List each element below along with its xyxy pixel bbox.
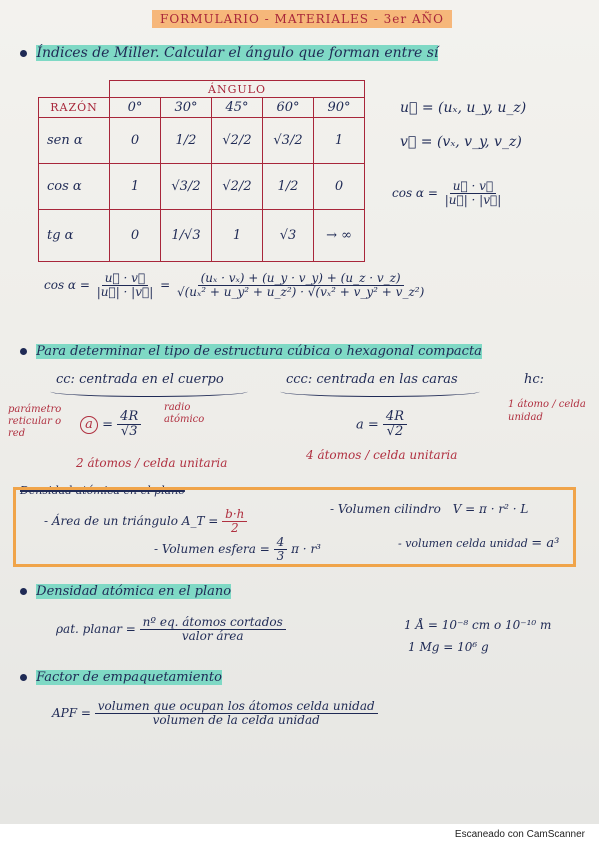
vol-esf-fraction <box>274 536 288 563</box>
expanded-numerator: (uₓ · vₓ) + (u_y · v_y) + (u_z · v_z) <box>198 272 404 286</box>
cell-sen-60: √3/2 <box>263 118 314 164</box>
vol-cil-formula: V = π · r² · L <box>452 502 529 516</box>
cell-tg-90: → ∞ <box>314 210 365 262</box>
cell-tg-45: 1 <box>212 210 263 262</box>
vector-u: u⃗ = (uₓ, u_y, u_z) <box>400 100 527 116</box>
cc-fraction <box>117 410 141 440</box>
factor-denominator: volumen de la celda unidad <box>152 713 320 728</box>
vol-esf-rest: π · r³ <box>291 542 321 557</box>
param-label: parámetro reticular o red <box>8 404 62 439</box>
angle-table <box>38 80 365 262</box>
struck-heading: Densidad atómica en el plano <box>20 484 185 497</box>
cell-cos-60: 1/2 <box>263 164 314 210</box>
cos-label: cos α = <box>392 186 438 201</box>
row-label-cos: cos α <box>39 164 110 210</box>
factor-formula <box>52 700 378 727</box>
ccc-denominator: √2 <box>386 424 404 440</box>
area-denominator: 2 <box>230 521 239 536</box>
cc-denominator: √3 <box>120 424 138 440</box>
densidad-fraction <box>140 616 286 643</box>
bullet-icon <box>20 50 27 57</box>
densidad-heading-text: Densidad atómica en el plano <box>36 584 232 599</box>
cos-label-2: cos α = <box>44 278 90 293</box>
bullet-icon <box>20 348 27 355</box>
cell-sen-0: 0 <box>110 118 161 164</box>
vol-cilindro <box>330 502 528 516</box>
angle-45: 45° <box>212 98 263 118</box>
ccc-numerator: 4R <box>383 410 407 425</box>
area-triangle <box>44 508 247 535</box>
cos-numerator: u⃗ · v⃗ <box>450 180 496 194</box>
cos-denominator: |u⃗| · |v⃗| <box>444 193 502 208</box>
vol-esf-den: 3 <box>276 549 285 564</box>
cc-brace <box>50 386 248 397</box>
cos-fraction-2 <box>94 272 157 299</box>
factor-lhs: APF = <box>52 706 91 721</box>
angle-30: 30° <box>161 98 212 118</box>
bullet-icon <box>20 588 27 595</box>
radio-label: radio atómico <box>164 402 205 425</box>
footer <box>0 824 599 848</box>
bullet-icon <box>20 674 27 681</box>
densidad-denominator: valor área <box>181 629 244 644</box>
hc-note: 1 átomo / celda unidad <box>508 399 586 423</box>
cell-cos-90: 0 <box>314 164 365 210</box>
cell-cos-0: 1 <box>110 164 161 210</box>
cos-fraction-expanded <box>174 272 427 299</box>
razon-header: RAZÓN <box>39 98 110 118</box>
angle-header: ÁNGULO <box>110 81 365 98</box>
angle-90: 90° <box>314 98 365 118</box>
ccc-formula <box>356 410 407 440</box>
row-label-tg: tg α <box>39 210 110 262</box>
hc-label: hc: <box>524 372 545 387</box>
estructura-heading-text: Para determinar el tipo de estructura cúbica o hexagonal compacta <box>36 344 482 359</box>
cell-cos-45: √2/2 <box>212 164 263 210</box>
vol-celda-label: - volumen celda unidad <box>398 537 528 550</box>
cell-tg-30: 1/√3 <box>161 210 212 262</box>
ccc-lhs: a = <box>356 417 379 433</box>
vector-v: v⃗ = (vₓ, v_y, v_z) <box>400 134 522 150</box>
row-label-sen: sen α <box>39 118 110 164</box>
ccc-fraction <box>383 410 407 440</box>
footer-watermark: Escaneado con CamScanner <box>454 829 585 840</box>
cos-fraction <box>442 180 505 207</box>
ccc-label: ccc: centrada en las caras <box>286 372 458 387</box>
cc-numerator: 4R <box>117 410 141 425</box>
miller-heading-text: Índices de Miller. Calcular el ángulo que forman entre sí <box>36 45 439 61</box>
area-numerator: b·h <box>222 508 247 522</box>
cos-denominator-2: |u⃗| · |v⃗| <box>96 285 154 300</box>
area-formula: A_T = <box>181 514 219 529</box>
angle-60: 60° <box>263 98 314 118</box>
factor-heading-text: Factor de empaquetamiento <box>36 670 222 685</box>
cc-atoms: 2 átomos / celda unitaria <box>76 456 228 470</box>
densidad-heading <box>20 584 231 599</box>
vol-esfera <box>154 536 321 563</box>
factor-heading <box>20 670 222 685</box>
cell-tg-60: √3 <box>263 210 314 262</box>
densidad-numerator: nº eq. átomos cortados <box>140 616 286 630</box>
densidad-formula <box>56 616 286 643</box>
vol-celda <box>398 536 559 551</box>
cell-tg-0: 0 <box>110 210 161 262</box>
densidad-lhs: ρat. planar = <box>56 622 136 637</box>
expanded-denominator: √(uₓ² + u_y² + u_z²) · √(vₓ² + v_y² + v_z²) <box>176 285 425 300</box>
cc-label: cc: centrada en el cuerpo <box>56 372 224 387</box>
cell-cos-30: √3/2 <box>161 164 212 210</box>
angle-0: 0° <box>110 98 161 118</box>
conversion-angstrom: 1 Å = 10⁻⁸ cm o 10⁻¹⁰ m <box>404 618 552 632</box>
vol-cil-label: - Volumen cilindro <box>330 502 441 516</box>
conversion-mg: 1 Mg = 10⁶ g <box>408 640 489 654</box>
cos-formula-expanded: cos α = $\frac{u⃗ \cdot v⃗}{|u⃗| \cdot |v⃗|}$ = $\frac{\text{(uₓ · vₓ) + (u\_y · v\_y) + (u\_z · v\_z)}}{\text{√(uₓ² + u\_y² + u\_z²) · √(vₓ² + v\_y² + v\_z²)}}$ <box>44 272 427 299</box>
page-title: FORMULARIO - MATERIALES - 3er AÑO <box>152 10 452 28</box>
cell-sen-30: 1/2 <box>161 118 212 164</box>
area-fraction <box>222 508 247 535</box>
factor-fraction <box>95 700 378 727</box>
vol-esf-num: 4 <box>274 536 288 550</box>
factor-numerator: volumen que ocupan los átomos celda unidad <box>95 700 378 714</box>
ccc-brace <box>280 386 480 397</box>
cell-sen-90: 1 <box>314 118 365 164</box>
cos-formula-small <box>392 180 504 207</box>
param-a-circle: a <box>80 416 98 434</box>
cos-numerator-2: u⃗ · v⃗ <box>102 272 148 286</box>
estructura-heading <box>20 344 482 359</box>
vol-celda-formula: = a³ <box>531 536 560 551</box>
ccc-atoms: 4 átomos / celda unitaria <box>306 448 458 462</box>
cc-formula: a = $\frac{4R}{√3}$ <box>80 410 141 440</box>
cell-sen-45: √2/2 <box>212 118 263 164</box>
area-triangle-label: - Área de un triángulo <box>44 514 178 529</box>
miller-heading <box>20 45 438 61</box>
vol-esf-label: - Volumen esfera = <box>154 542 270 557</box>
